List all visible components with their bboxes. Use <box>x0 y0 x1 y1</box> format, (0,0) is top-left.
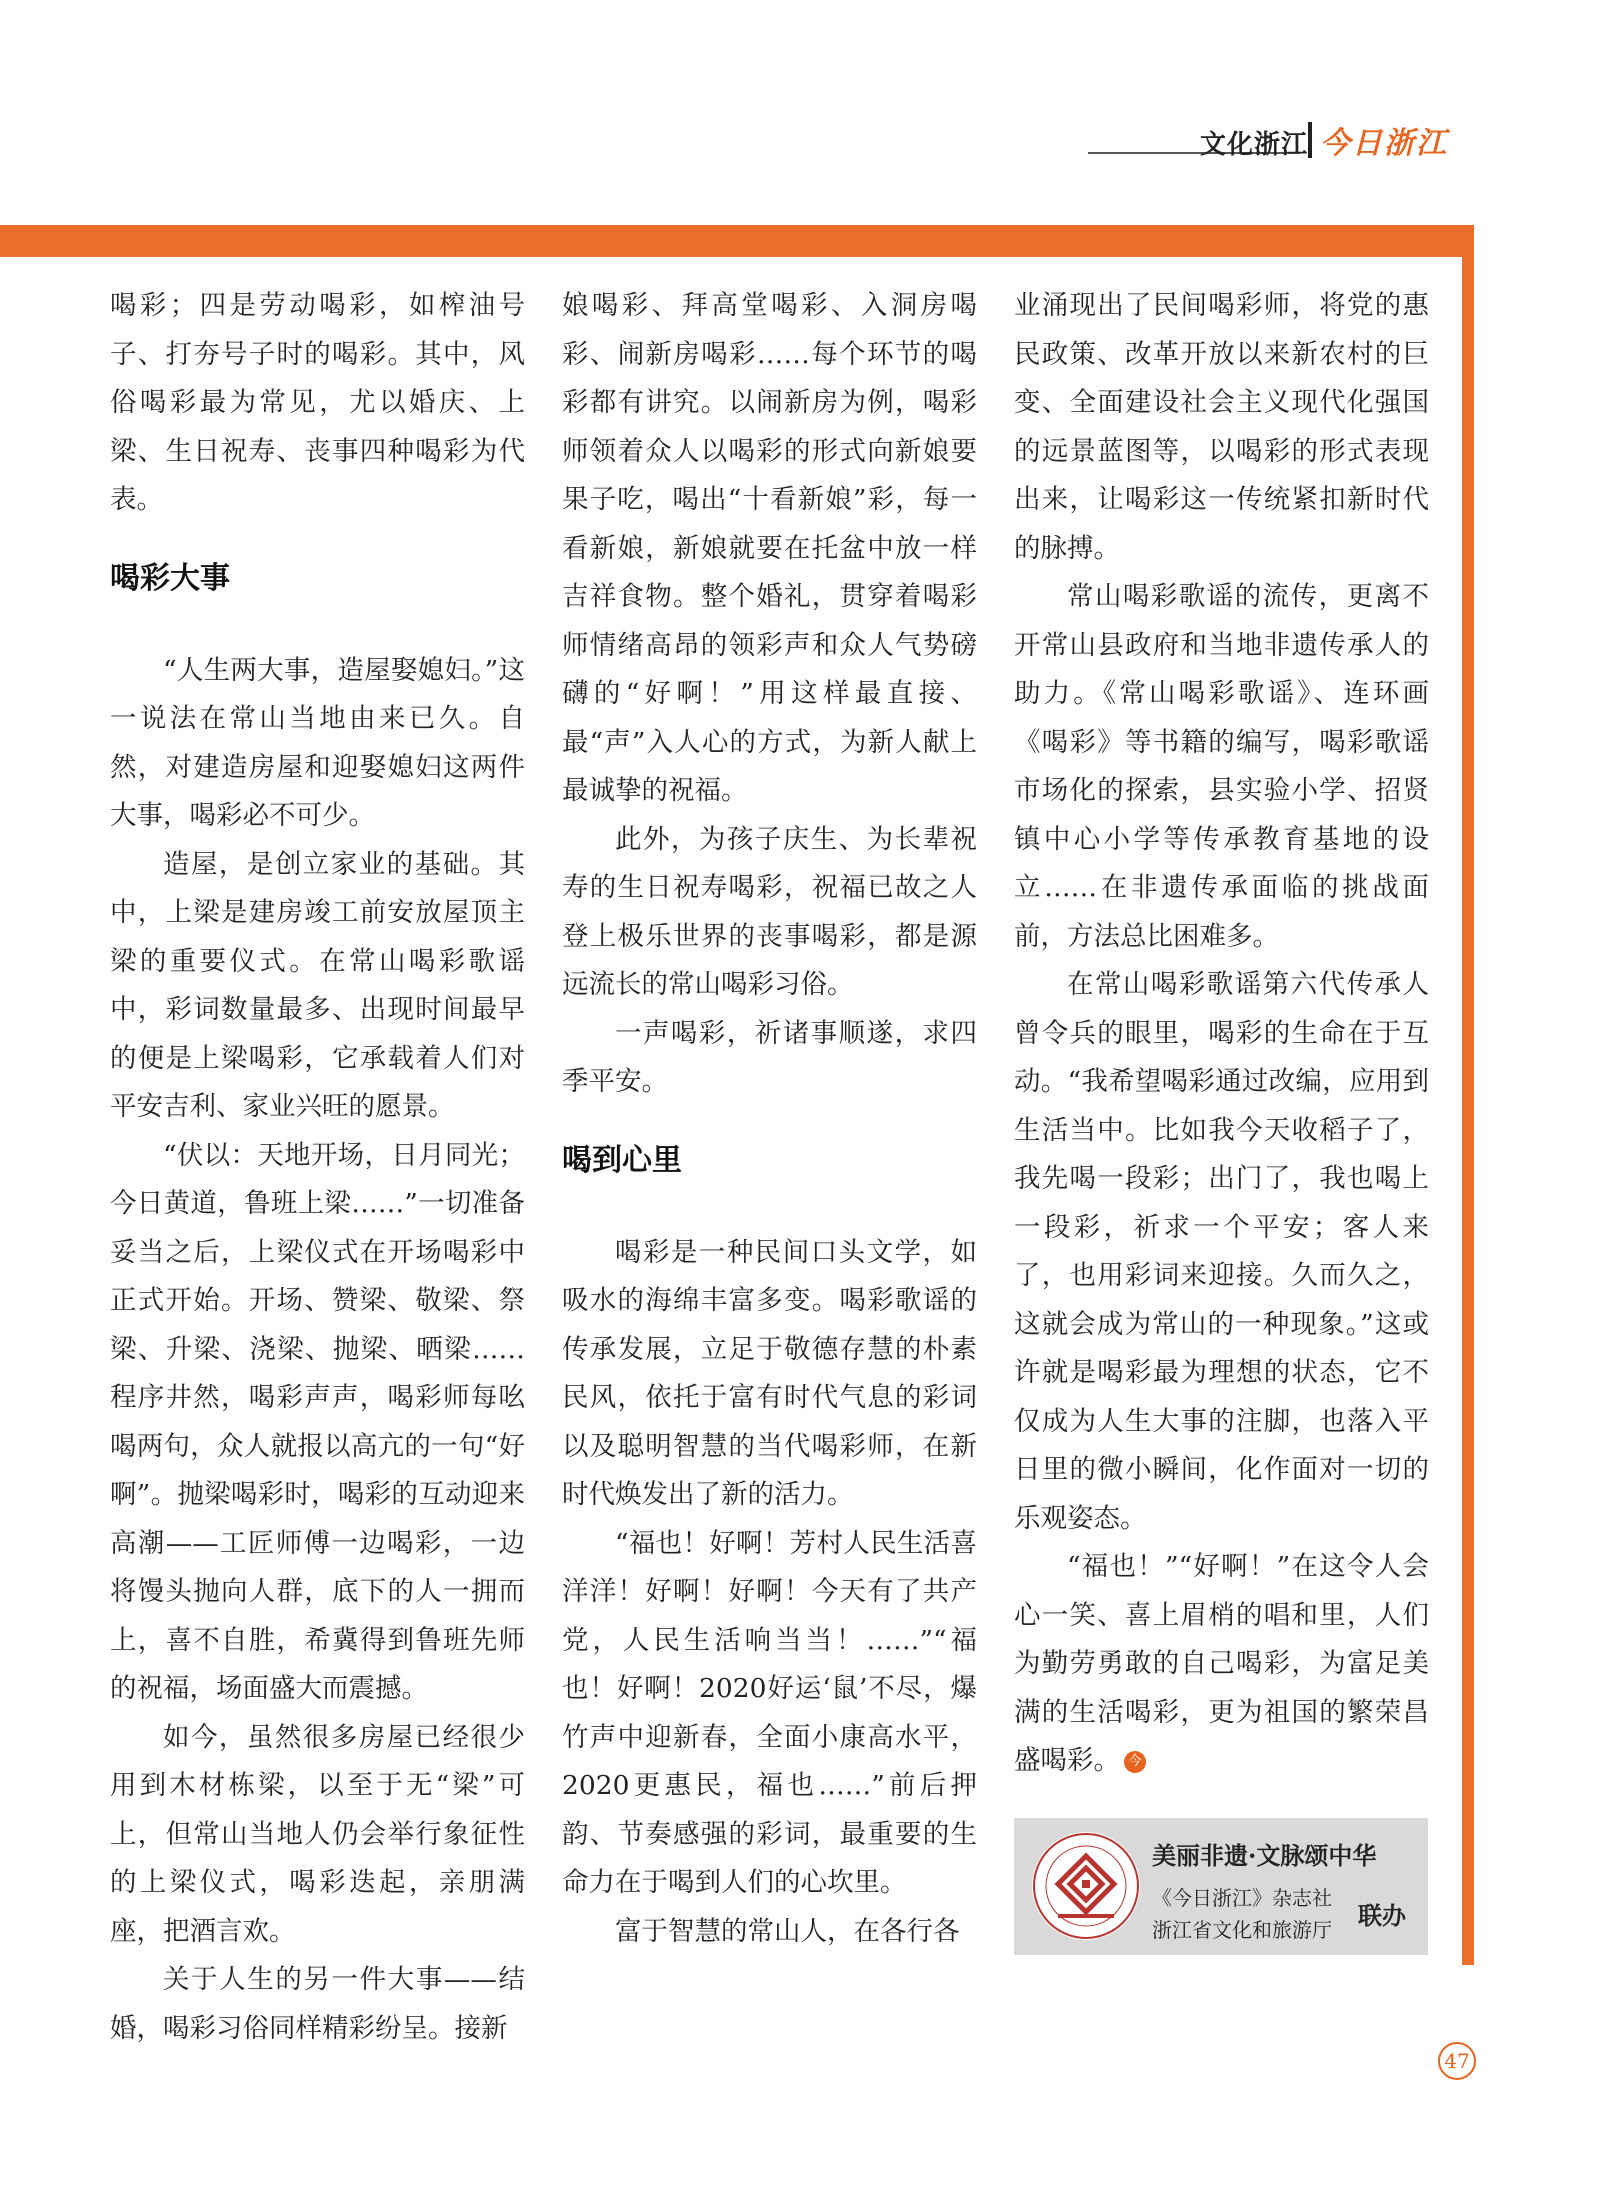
intangible-heritage-emblem-icon <box>1032 1832 1140 1940</box>
paragraph: 关于人生的另一件大事——结婚，喝彩习俗同样精彩纷呈。接新 <box>110 1964 525 2044</box>
paragraph: 一声喝彩，祈诸事顺遂，求四季平安。 <box>562 1017 977 1097</box>
paragraph: “人生两大事，造屋娶媳妇。”这一说法在常山当地由来已久。自然，对建造房屋和迎娶媳妇这两件大事，喝彩必不可少。 <box>110 654 525 831</box>
heritage-promo-box <box>1014 1818 1428 1955</box>
end-mark-icon: 今 <box>1124 1751 1146 1773</box>
paragraph: 业涌现出了民间喝彩师，将党的惠民政策、改革开放以来新农村的巨变、全面建设社会主义现代化强国的远景蓝图等，以喝彩的形式表现出来，让喝彩这一传统紧扣新时代的脉搏。 <box>1014 290 1429 564</box>
section-heading: 喝彩大事 <box>110 560 230 596</box>
orange-top-band <box>0 225 1474 257</box>
paragraph-final <box>1014 1543 1429 1786</box>
paragraph: 喝彩；四是劳动喝彩，如榨油号子、打夯号子时的喝彩。其中，风俗喝彩最为常见，尤以婚庆、上梁、生日祝寿、丧事四种喝彩为代表。 <box>110 290 525 515</box>
header-divider <box>1308 122 1312 158</box>
paragraph: 如今，虽然很多房屋已经很少用到木材栋梁，以至于无“梁”可上，但常山当地人仍会举行象征性的上梁仪式，喝彩迭起，亲朋满座，把酒言欢。 <box>110 1721 525 1947</box>
section-title: 文化浙江 <box>1200 130 1309 160</box>
promo-joint-label: 联办 <box>1358 1902 1406 1930</box>
paragraph: 常山喝彩歌谣的流传，更离不开常山县政府和当地非遗传承人的助力。《常山喝彩歌谣》、连环画《喝彩》等书籍的编写，喝彩歌谣市场化的探索，县实验小学、招贤镇中心小学等传承教育基地的设立……在非遗传承面临的挑战面前，方法总比困难多。 <box>1014 581 1429 952</box>
paragraph-text: “福也！”“好啊！”在这令人会心一笑、喜上眉梢的唱和里，人们为勤劳勇敢的自己喝彩，为富足美满的生活喝彩，更为祖国的繁荣昌盛喝彩。 <box>1014 1551 1429 1776</box>
article-column-3 <box>1014 282 1429 1786</box>
page-number: 47 <box>1438 2042 1476 2080</box>
promo-organizer-2: 浙江省文化和旅游厅 <box>1152 1918 1332 1942</box>
paragraph: “伏以：天地开场，日月同光；今日黄道，鲁班上梁……”一切准备妥当之后，上梁仪式在开场喝彩中正式开始。开场、赞梁、敬梁、祭梁、升梁、浇梁、抛梁、晒梁……程序井然，喝彩声声，喝彩师每吆喝两句，众人就报以高亢的一句“好啊”。抛梁喝彩时，喝彩的互动迎来高潮——工匠师傅一边喝彩，一边将馒头抛向人群，底下的人一拥而上，喜不自胜，希冀得到鲁班先师的祝福，场面盛大而震撼。 <box>110 1139 525 1704</box>
article-column-1 <box>110 282 525 2053</box>
paragraph: 在常山喝彩歌谣第六代传承人曾令兵的眼里，喝彩的生命在于互动。“我希望喝彩通过改编，应用到生活当中。比如我今天收稻子了，我先喝一段彩；出门了，我也喝上一段彩，祈求一个平安；客人来了，也用彩词来迎接。久而久之，这就会成为常山的一种现象。”这或许就是喝彩最为理想的状态，它不仅成为人生大事的注脚，也落入平日里的微小瞬间，化作面对一切的乐观姿态。 <box>1014 969 1429 1534</box>
paragraph: 造屋，是创立家业的基础。其中，上梁是建房竣工前安放屋顶主梁的重要仪式。在常山喝彩歌谣中，彩词数量最多、出现时间最早的便是上梁喝彩，它承载着人们对平安吉利、家业兴旺的愿景。 <box>110 848 525 1122</box>
paragraph: 喝彩是一种民间口头文学，如吸水的海绵丰富多变。喝彩歌谣的传承发展，立足于敬德存慧的朴素民风，依托于富有时代气息的彩词以及聪明智慧的当代喝彩师，在新时代焕发出了新的活力。 <box>562 1236 977 1510</box>
section-heading: 喝到心里 <box>562 1142 682 1178</box>
paragraph: 此外，为孩子庆生、为长辈祝寿的生日祝寿喝彩，祝福已故之人登上极乐世界的丧事喝彩，都是源远流长的常山喝彩习俗。 <box>562 823 977 1000</box>
promo-organizer-1: 《今日浙江》杂志社 <box>1152 1886 1332 1910</box>
magazine-brand-logo: 今日浙江 <box>1320 126 1448 161</box>
paragraph: 娘喝彩、拜高堂喝彩、入洞房喝彩、闹新房喝彩……每个环节的喝彩都有讲究。以闹新房为例，喝彩师领着众人以喝彩的形式向新娘要果子吃，喝出“十看新娘”彩，每一看新娘，新娘就要在托盆中放一样吉祥食物。整个婚礼，贯穿着喝彩师情绪高昂的领彩声和众人气势磅礴的“好啊！”用这样最直接、最“声”入人心的方式，为新人献上最诚挚的祝福。 <box>562 290 977 806</box>
orange-side-rail <box>1462 225 1474 1965</box>
promo-slogan: 美丽非遗·文脉颂中华 <box>1152 1841 1377 1870</box>
article-column-2 <box>562 282 977 1956</box>
paragraph: 富于智慧的常山人，在各行各 <box>615 1915 960 1947</box>
paragraph: “福也！好啊！芳村人民生活喜洋洋！好啊！好啊！今天有了共产党，人民生活响当当！……”“福也！好啊！2020好运‘鼠’不尽，爆竹声中迎新春，全面小康高水平，2020更惠民，福也……”前后押韵、节奏感强的彩词，最重要的生命力在于喝到人们的心坎里。 <box>562 1527 977 1898</box>
